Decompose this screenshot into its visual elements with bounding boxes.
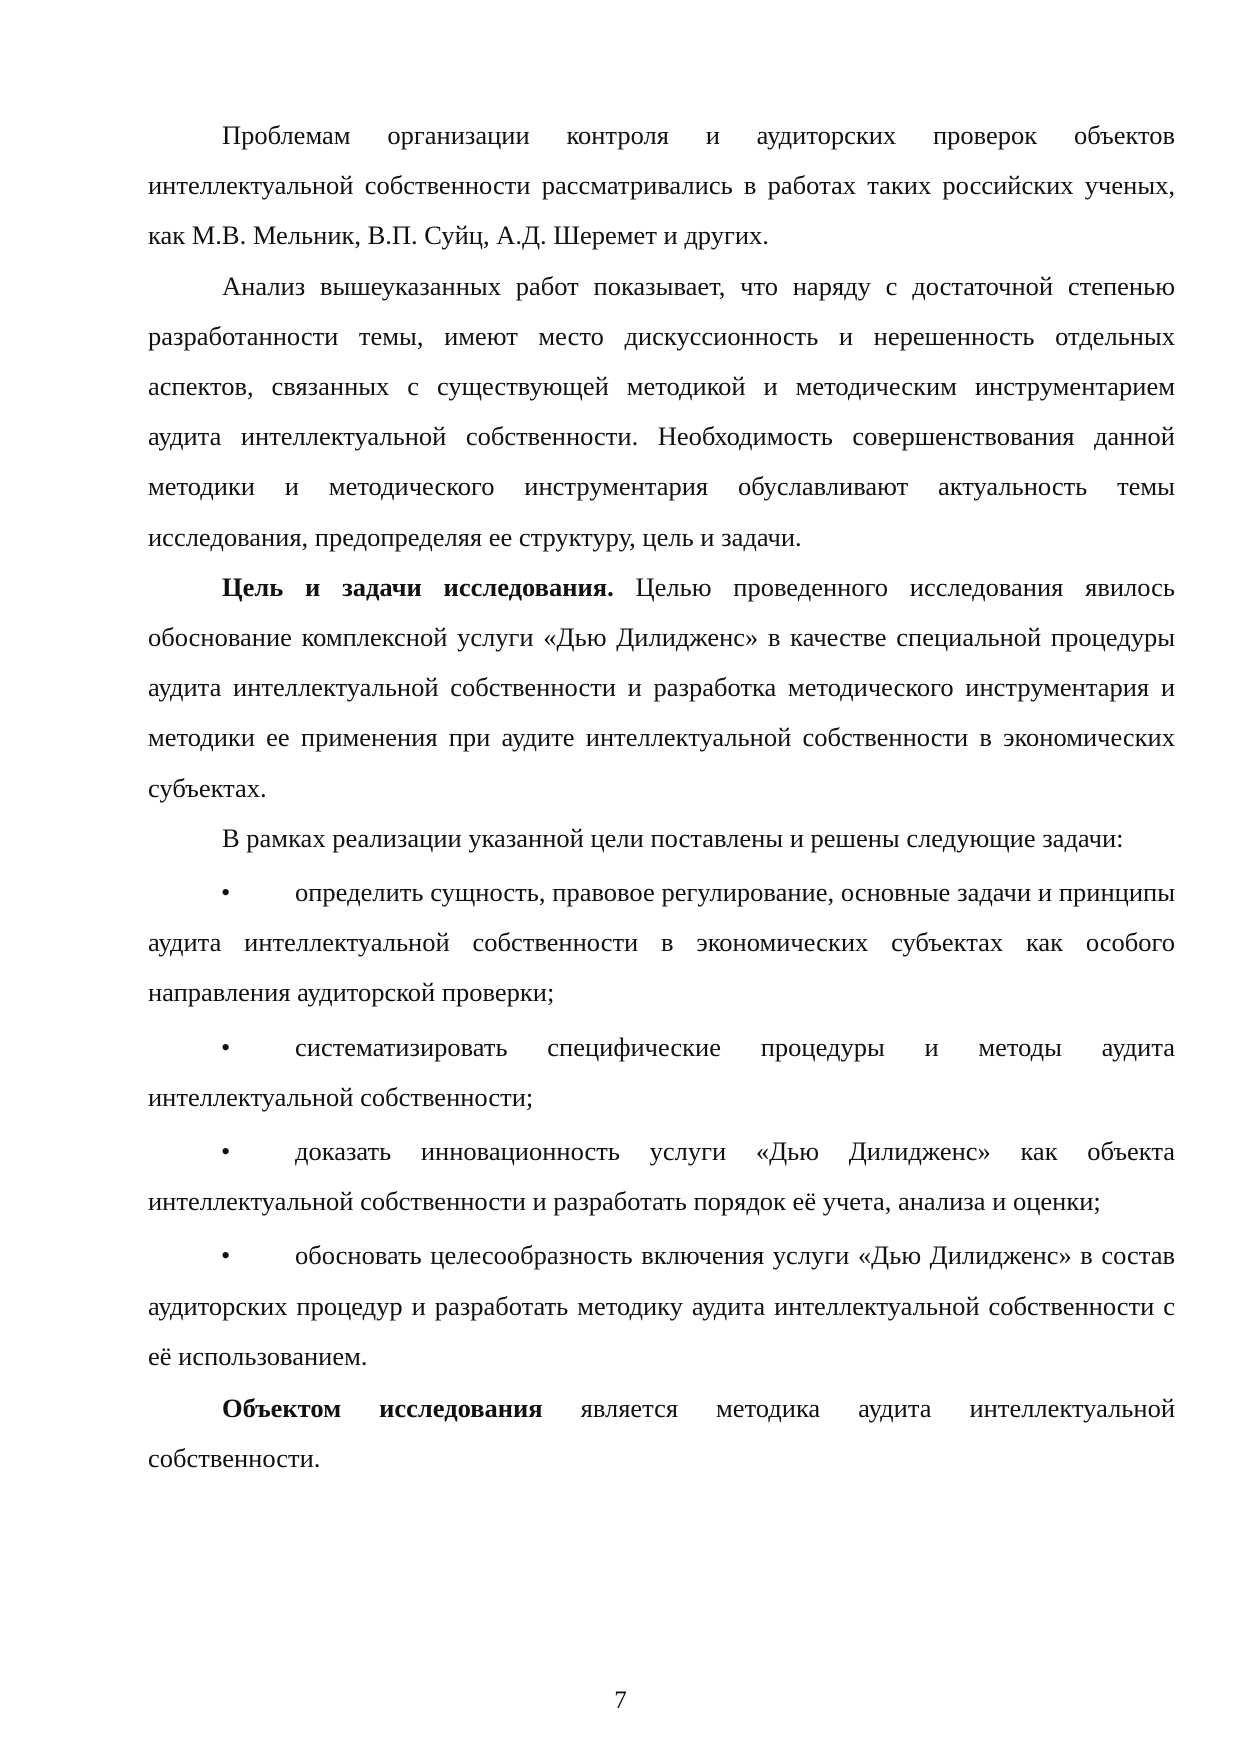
- paragraph-tasks-intro: В рамках реализации указанной цели поставлены и решены следующие задачи:: [222, 822, 1124, 853]
- goals-heading: Цель и задачи исследования.: [222, 571, 614, 602]
- bullet-icon: •: [221, 877, 231, 908]
- page-number: 7: [614, 1687, 627, 1714]
- list-item-text: систематизировать специфические процедуры и методы аудита интеллектуальной собственности;: [148, 1031, 1175, 1112]
- paragraph-analysis: Анализ вышеуказанных работ показывает, что наряду с достаточной степенью разработанности темы, имеют место дискуссионность и нерешенность отдельных аспектов, связанных с существующей методикой и методическим инструментарием аудита интеллектуальной собственности. Необходимость совершенствования данной методики и методического инструментария обуславливают актуальность темы исследования, предопределяя ее структуру, цель и задачи.: [148, 270, 1175, 552]
- list-item: [148, 867, 1175, 1018]
- list-item: [148, 1230, 1175, 1381]
- paragraph-goals: [148, 562, 1175, 813]
- paragraph-research-background: Проблемам организации контроля и аудиторских проверок объектов интеллектуальной собственности рассматривались в работах таких российских ученых, как М.В. Мельник, В.П. Суйц, А.Д. Шеремет и других.: [148, 120, 1175, 251]
- document-page: [148, 110, 1175, 1483]
- bullet-icon: •: [221, 1240, 231, 1271]
- list-item-text: определить сущность, правовое регулирование, основные задачи и принципы аудита интеллектуальной собственности в экономических субъектах как особого направления аудиторской проверки;: [148, 877, 1175, 1008]
- bullet-icon: •: [221, 1136, 231, 1167]
- goals-text: Целью проведенного исследования явилось обоснование комплексной услуги «Дью Дилидженс» в качестве специальной процедуры аудита интеллектуальной собственности и разработка методического инструментария и методики ее применения при аудите интеллектуальной собственности в экономических субъектах.: [148, 571, 1176, 803]
- object-heading: Объектом исследования: [222, 1393, 543, 1424]
- list-item-text: доказать инновационность услуги «Дью Дилидженс» как объекта интеллектуальной собственности и разработать порядок её учета, анализа и оценки;: [148, 1136, 1175, 1217]
- list-item: [148, 1022, 1175, 1122]
- bullet-icon: •: [221, 1031, 231, 1062]
- list-item: [148, 1126, 1175, 1226]
- list-item-text: обосновать целесообразность включения услуги «Дью Дилидженс» в состав аудиторских процедур и разработать методику аудита интеллектуальной собственности с её использованием.: [148, 1240, 1175, 1371]
- paragraph-research-object: [148, 1383, 1175, 1483]
- object-text: является методика аудита интеллектуальной собственности.: [148, 1393, 1175, 1474]
